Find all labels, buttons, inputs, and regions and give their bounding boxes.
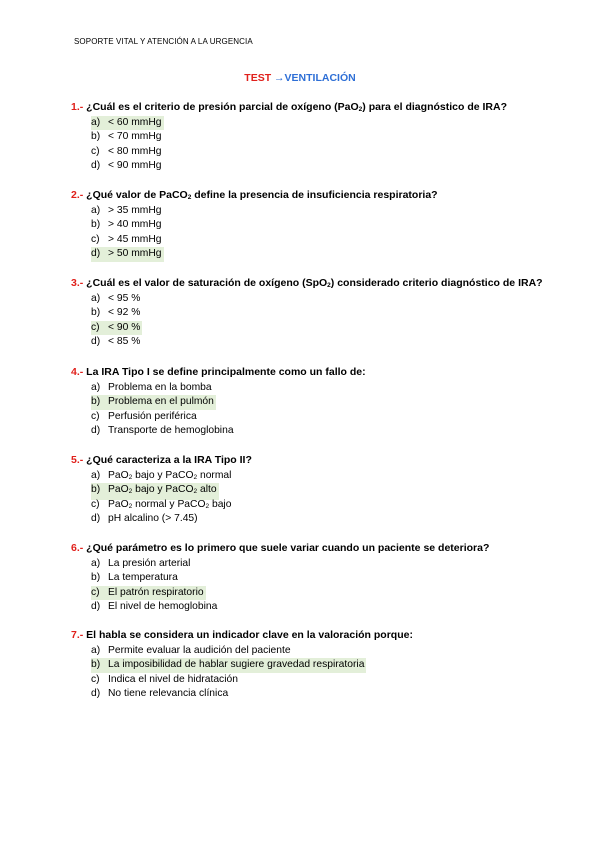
option-correct	[91, 483, 551, 498]
option-letter: c)	[91, 673, 100, 685]
options-list	[91, 469, 551, 527]
title-topic: VENTILACIÓN	[284, 72, 356, 84]
options-list	[91, 204, 551, 262]
option	[91, 498, 551, 513]
option	[91, 571, 551, 586]
option-content	[91, 558, 192, 569]
option-text: Problema en el pulmón	[108, 396, 214, 408]
option-text: La presión arterial	[108, 557, 191, 569]
option-text: pH alcalino (> 7.45)	[108, 513, 198, 525]
question-text: ¿Cuál es el criterio de presión parcial de oxígeno (PaO2) para el diagnóstico de IRA?	[86, 101, 507, 113]
option-text: Permite evaluar la audición del paciente	[108, 644, 291, 656]
option-content	[91, 131, 164, 142]
option	[91, 424, 551, 439]
option-text: Problema en la bomba	[108, 381, 212, 393]
option-letter: b)	[91, 307, 101, 319]
option-letter: c)	[91, 498, 100, 510]
option-content	[91, 293, 142, 304]
option	[91, 306, 551, 321]
question-number: 1.-	[71, 101, 87, 113]
option-text: < 60 mmHg	[108, 116, 162, 128]
option-text: < 92 %	[108, 307, 141, 319]
question-5	[71, 454, 252, 466]
option	[91, 204, 551, 219]
test-title	[0, 72, 600, 84]
option-content	[91, 116, 164, 131]
title-arrow: →	[274, 72, 285, 84]
question-text: La IRA Tipo I se define principalmente como un fallo de:	[86, 366, 366, 378]
option-letter: d)	[91, 513, 101, 525]
options-list	[91, 557, 551, 615]
option-content	[91, 234, 164, 245]
option	[91, 600, 551, 615]
option-content	[91, 499, 233, 510]
option-letter: b)	[91, 572, 101, 584]
option-text: Transporte de hemoglobina	[108, 425, 234, 437]
option-text: < 85 %	[108, 336, 141, 348]
option-content	[91, 411, 199, 422]
option-letter: c)	[91, 321, 100, 333]
option-content	[91, 513, 200, 524]
option-letter: c)	[91, 410, 100, 422]
option-text: La imposibilidad de hablar sugiere gravedad respiratoria	[108, 659, 365, 671]
option-text: < 70 mmHg	[108, 131, 162, 143]
options-list	[91, 381, 551, 439]
option	[91, 644, 551, 659]
option	[91, 410, 551, 425]
option-text: PaO2 bajo y PaCO2 normal	[108, 469, 232, 481]
option-text: No tiene relevancia clínica	[108, 688, 229, 700]
option	[91, 159, 551, 174]
question-number: 3.-	[71, 277, 87, 289]
option	[91, 218, 551, 233]
option-correct	[91, 395, 551, 410]
option-text: La temperatura	[108, 572, 178, 584]
question-7	[71, 629, 413, 641]
option-letter: d)	[91, 688, 101, 700]
option-content	[91, 219, 164, 230]
option	[91, 673, 551, 688]
option-text: El patrón respiratorio	[108, 586, 204, 598]
option-letter: a)	[91, 381, 101, 393]
option-text: PaO2 normal y PaCO2 bajo	[108, 498, 232, 510]
option-letter: c)	[91, 145, 100, 157]
option-letter: a)	[91, 204, 101, 216]
option-content	[91, 688, 230, 699]
option-content	[91, 645, 293, 656]
document-header: SOPORTE VITAL Y ATENCIÓN A LA URGENCIA	[74, 37, 253, 46]
question-number: 4.-	[71, 366, 87, 378]
question-number: 2.-	[71, 189, 87, 201]
question-text: ¿Cuál es el valor de saturación de oxígeno (SpO2) considerado criterio diagnóstico de IRA?	[86, 277, 543, 289]
options-list	[91, 644, 551, 702]
option-content	[91, 425, 236, 436]
option-text: < 90 mmHg	[108, 160, 162, 172]
option-content	[91, 658, 366, 673]
option-letter: b)	[91, 396, 101, 408]
question-3	[71, 277, 543, 289]
option-text: < 80 mmHg	[108, 145, 162, 157]
option-content	[91, 160, 164, 171]
option-content	[91, 321, 142, 336]
title-prefix: TEST	[244, 72, 272, 84]
option-letter: a)	[91, 469, 101, 481]
option-content	[91, 395, 216, 410]
option-correct	[91, 116, 551, 131]
question-number: 5.-	[71, 454, 87, 466]
question-6	[71, 542, 489, 554]
option-letter: d)	[91, 160, 101, 172]
question-number: 6.-	[71, 542, 87, 554]
option-text: < 90 %	[108, 321, 141, 333]
option-text: < 95 %	[108, 292, 141, 304]
option-content	[91, 247, 164, 262]
question-number: 7.-	[71, 629, 87, 641]
option-letter: c)	[91, 233, 100, 245]
option-content	[91, 586, 206, 601]
option-content	[91, 307, 142, 318]
option-letter: d)	[91, 601, 101, 613]
option-letter: b)	[91, 131, 101, 143]
option	[91, 381, 551, 396]
option-letter: c)	[91, 586, 100, 598]
option	[91, 469, 551, 484]
options-list	[91, 116, 551, 174]
option-content	[91, 572, 180, 583]
option-letter: a)	[91, 116, 101, 128]
option-correct	[91, 586, 551, 601]
question-1	[71, 101, 507, 113]
option-content	[91, 205, 164, 216]
question-2	[71, 189, 438, 201]
option	[91, 335, 551, 350]
option-content	[91, 674, 240, 685]
option-letter: a)	[91, 292, 101, 304]
option-letter: d)	[91, 336, 101, 348]
option	[91, 557, 551, 572]
question-4	[71, 366, 366, 378]
question-text: El habla se considera un indicador clave en la valoración porque:	[86, 629, 413, 641]
option-letter: b)	[91, 659, 101, 671]
option-text: El nivel de hemoglobina	[108, 601, 218, 613]
option-letter: b)	[91, 219, 101, 231]
question-text: ¿Qué valor de PaCO2 define la presencia de insuficiencia respiratoria?	[86, 189, 438, 201]
option-letter: a)	[91, 557, 101, 569]
option	[91, 145, 551, 160]
option-text: > 35 mmHg	[108, 204, 162, 216]
options-list	[91, 292, 551, 350]
option-content	[91, 146, 164, 157]
option-content	[91, 382, 214, 393]
option-text: Indica el nivel de hidratación	[108, 673, 238, 685]
option-text: Perfusión periférica	[108, 410, 197, 422]
option	[91, 512, 551, 527]
option-letter: b)	[91, 484, 101, 496]
option	[91, 687, 551, 702]
option-text: PaO2 bajo y PaCO2 alto	[108, 484, 217, 496]
option	[91, 233, 551, 248]
option-content	[91, 336, 142, 347]
option-letter: d)	[91, 425, 101, 437]
option-text: > 45 mmHg	[108, 233, 162, 245]
option	[91, 130, 551, 145]
question-text: ¿Qué parámetro es lo primero que suele variar cuando un paciente se deteriora?	[86, 542, 490, 554]
option-text: > 40 mmHg	[108, 219, 162, 231]
option-letter: a)	[91, 644, 101, 656]
option-text: > 50 mmHg	[108, 248, 162, 260]
question-text: ¿Qué caracteriza a la IRA Tipo II?	[86, 454, 252, 466]
option-correct	[91, 321, 551, 336]
option-letter: d)	[91, 248, 101, 260]
option-correct	[91, 658, 551, 673]
option	[91, 292, 551, 307]
option-content	[91, 601, 219, 612]
option-content	[91, 470, 233, 481]
option-correct	[91, 247, 551, 262]
